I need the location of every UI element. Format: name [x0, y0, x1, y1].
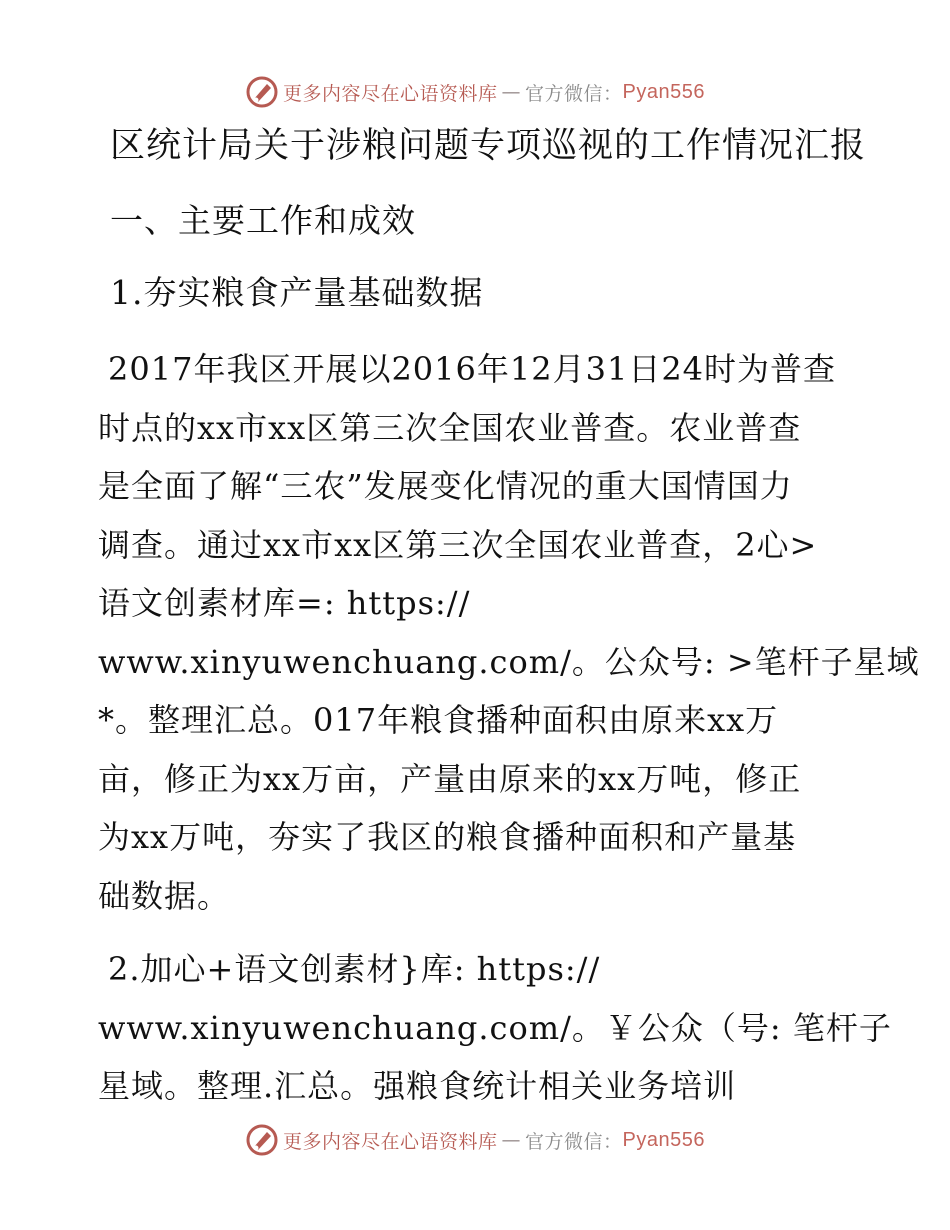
paragraph-line: 2.加心+语文创素材}库: https://: [108, 950, 601, 988]
paragraph-line: www.xinyuwenchuang.com/。￥公众（号: 笔杆子: [98, 1008, 892, 1047]
paragraph-line: *。整理汇总。017年粮食播种面积由原来xx万: [98, 701, 779, 739]
banner-wechat-label: 官方微信：: [525, 82, 623, 105]
banner-text: 更多内容尽在心语资料库: [283, 82, 498, 105]
banner-text: 更多内容尽在心语资料库: [283, 1130, 498, 1153]
paragraph-line: www.xinyuwenchuang.com/。公众号: >笔杆子星域: [98, 642, 920, 681]
banner-separator: —: [501, 1129, 522, 1151]
paragraph-line: 亩，修正为xx万亩，产量由原来的xx万吨，修正: [98, 759, 802, 798]
banner-wechat-label: 官方微信：: [525, 1130, 623, 1153]
header-banner: [0, 72, 950, 112]
banner-separator: —: [501, 81, 522, 103]
paragraph-line: 调查。通过xx市xx区第三次全国农业普查，2心>: [98, 525, 818, 564]
section-heading: 一、主要工作和成效: [110, 201, 416, 240]
pen-logo-icon: [245, 1123, 279, 1157]
paragraph-line: 2017年我区开展以2016年12月31日24时为普查: [108, 350, 837, 388]
paragraph-line: 础数据。: [98, 876, 231, 915]
document-title: 区统计局关于涉粮问题专项巡视的工作情况汇报: [110, 126, 867, 166]
paragraph-line: 是全面了解“三农”发展变化情况的重大国情国力: [98, 467, 793, 505]
banner-wechat-id: Pyan556: [622, 1128, 705, 1151]
banner-wechat-id: Pyan556: [622, 80, 705, 103]
paragraph-2: [98, 940, 892, 1116]
paragraph-line: 星域。整理.汇总。强粮食统计相关业务培训: [98, 1067, 737, 1105]
pen-logo-icon: [245, 75, 279, 109]
paragraph-line: 时点的xx市xx区第三次全国农业普查。农业普查: [98, 408, 802, 447]
item-heading: 1.夯实粮食产量基础数据: [110, 273, 484, 312]
paragraph-line: 为xx万吨，夯实了我区的粮食播种面积和产量基: [98, 818, 797, 856]
paragraph-1: [98, 340, 920, 925]
paragraph-line: 语文创素材库=: https://: [98, 584, 471, 622]
footer-banner: [0, 1120, 950, 1160]
